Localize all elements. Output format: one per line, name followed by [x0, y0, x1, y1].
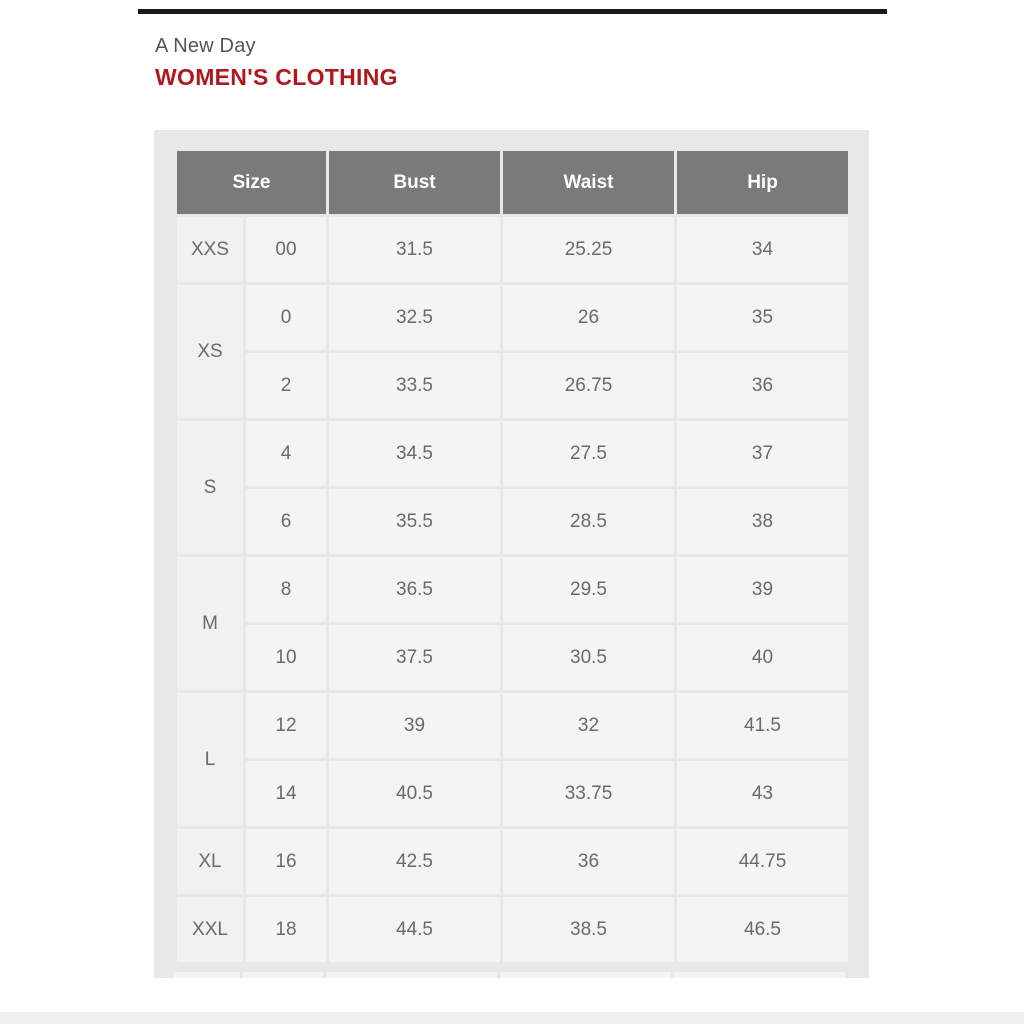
continuation-cell	[243, 972, 323, 978]
numeric-size-cell: 4	[246, 421, 326, 486]
waist-cell: 26.75	[503, 353, 674, 418]
numeric-size-cell: 10	[246, 625, 326, 690]
hip-cell: 44.75	[677, 829, 848, 894]
bust-cell: 34.5	[329, 421, 500, 486]
size-label-cell: S	[177, 421, 243, 554]
hip-cell: 37	[677, 421, 848, 486]
bust-cell: 32.5	[329, 285, 500, 350]
table-continuation	[174, 972, 851, 978]
waist-cell: 25.25	[503, 217, 674, 282]
hip-column-header: Hip	[677, 151, 848, 214]
continuation-cell	[674, 972, 845, 978]
waist-column-header: Waist	[503, 151, 674, 214]
hip-cell: 35	[677, 285, 848, 350]
size-label-cell: XS	[177, 285, 243, 418]
waist-cell: 33.75	[503, 761, 674, 826]
table-row	[177, 217, 848, 282]
numeric-size-cell: 18	[246, 897, 326, 962]
size-table-panel	[154, 130, 869, 978]
bust-cell: 36.5	[329, 557, 500, 622]
continuation-cell	[326, 972, 497, 978]
table-row	[177, 897, 848, 962]
waist-cell: 30.5	[503, 625, 674, 690]
hip-cell: 38	[677, 489, 848, 554]
top-divider	[138, 9, 887, 14]
waist-cell: 26	[503, 285, 674, 350]
size-label-cell: XXL	[177, 897, 243, 962]
category-title: WOMEN'S CLOTHING	[155, 64, 398, 90]
bust-cell: 37.5	[329, 625, 500, 690]
size-label-cell: XL	[177, 829, 243, 894]
numeric-size-cell: 00	[246, 217, 326, 282]
numeric-size-cell: 16	[246, 829, 326, 894]
numeric-size-cell: 8	[246, 557, 326, 622]
table-row	[177, 285, 848, 350]
size-column-header: Size	[177, 151, 326, 214]
waist-cell: 32	[503, 693, 674, 758]
table-header-row	[177, 151, 848, 214]
table-row	[177, 489, 848, 554]
hip-cell: 43	[677, 761, 848, 826]
hip-cell: 40	[677, 625, 848, 690]
numeric-size-cell: 14	[246, 761, 326, 826]
bust-cell: 33.5	[329, 353, 500, 418]
numeric-size-cell: 0	[246, 285, 326, 350]
numeric-size-cell: 6	[246, 489, 326, 554]
continuation-cell	[500, 972, 671, 978]
hip-cell: 36	[677, 353, 848, 418]
size-label-cell: XXS	[177, 217, 243, 282]
size-label-cell: L	[177, 693, 243, 826]
table-row	[177, 761, 848, 826]
bust-cell: 35.5	[329, 489, 500, 554]
waist-cell: 27.5	[503, 421, 674, 486]
hip-cell: 46.5	[677, 897, 848, 962]
bust-cell: 42.5	[329, 829, 500, 894]
waist-cell: 29.5	[503, 557, 674, 622]
hip-cell: 41.5	[677, 693, 848, 758]
bust-column-header: Bust	[329, 151, 500, 214]
table-row	[177, 557, 848, 622]
bust-cell: 44.5	[329, 897, 500, 962]
table-row	[177, 353, 848, 418]
bust-cell: 31.5	[329, 217, 500, 282]
bust-cell: 39	[329, 693, 500, 758]
numeric-size-cell: 2	[246, 353, 326, 418]
table-row	[177, 693, 848, 758]
hip-cell: 34	[677, 217, 848, 282]
waist-cell: 28.5	[503, 489, 674, 554]
brand-name: A New Day	[155, 35, 256, 57]
size-label-cell: M	[177, 557, 243, 690]
continuation-cell	[174, 972, 240, 978]
numeric-size-cell: 12	[246, 693, 326, 758]
waist-cell: 38.5	[503, 897, 674, 962]
table-row	[177, 829, 848, 894]
bust-cell: 40.5	[329, 761, 500, 826]
table-row	[177, 625, 848, 690]
waist-cell: 36	[503, 829, 674, 894]
bottom-edge	[0, 1012, 1024, 1024]
hip-cell: 39	[677, 557, 848, 622]
size-table	[174, 148, 851, 965]
table-row	[177, 421, 848, 486]
